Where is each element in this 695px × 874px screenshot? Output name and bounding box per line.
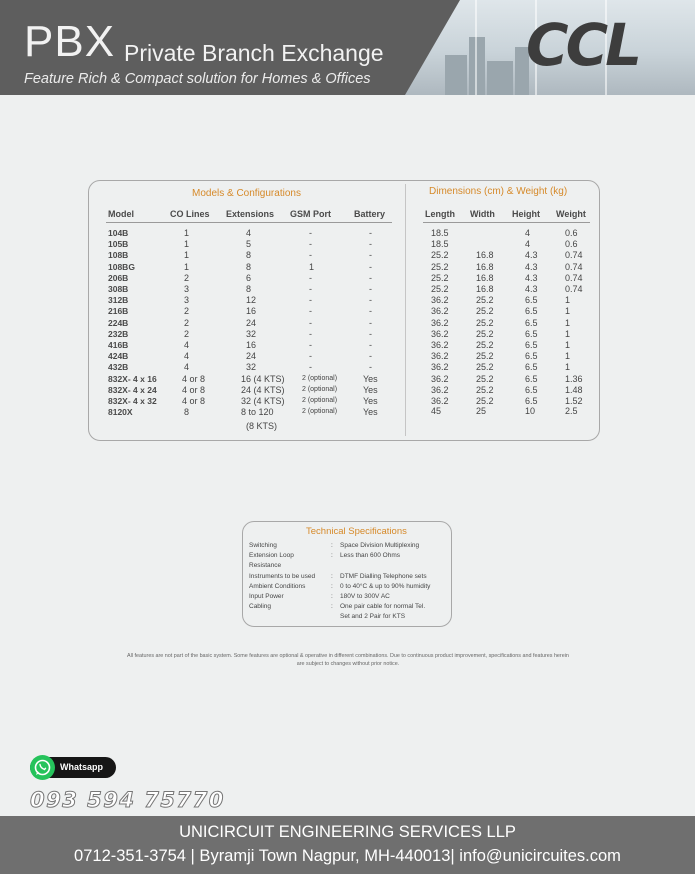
dimension-cell: 25.2 bbox=[476, 396, 494, 406]
model-cell: (8 KTS) bbox=[246, 421, 278, 432]
dimension-cell: 36.2 bbox=[431, 396, 449, 406]
model-cell: - bbox=[309, 284, 312, 294]
dimension-cell: 25.2 bbox=[431, 250, 449, 261]
disclaimer bbox=[58, 652, 638, 669]
company-name: UNICIRCUIT ENGINEERING SERVICES LLP bbox=[179, 823, 516, 841]
dimension-cell: 6.5 bbox=[525, 384, 538, 395]
model-cell: - bbox=[369, 306, 372, 317]
dimension-cell: 0.6 bbox=[565, 239, 578, 250]
dimensions-header-rule bbox=[423, 222, 590, 223]
dimension-cell: 25.2 bbox=[476, 373, 494, 384]
model-cell: 2 (optional) bbox=[302, 408, 338, 416]
model-cell: 8 to 120 bbox=[241, 407, 274, 418]
model-name: 108BG bbox=[108, 261, 135, 272]
whatsapp-label: Whatsapp bbox=[60, 762, 104, 772]
model-cell: 6 bbox=[246, 272, 252, 283]
model-cell: 4 or 8 bbox=[182, 396, 206, 406]
model-name: 832X- 4 x 24 bbox=[108, 384, 157, 395]
spec-value: One pair cable for normal Tel. bbox=[340, 603, 426, 611]
model-cell: 3 bbox=[184, 295, 190, 306]
model-cell: 2 bbox=[184, 272, 190, 283]
dimension-cell: 36.2 bbox=[431, 351, 449, 362]
model-cell: - bbox=[309, 328, 312, 339]
dimension-cell: 25.2 bbox=[476, 340, 494, 350]
dimension-cell: 1 bbox=[565, 362, 571, 373]
model-cell: - bbox=[369, 340, 372, 350]
dimensions-col-header: Width bbox=[470, 209, 495, 219]
dimension-cell: 0.74 bbox=[565, 284, 583, 294]
dimension-cell: 36.2 bbox=[431, 384, 449, 395]
spec-sep: : bbox=[331, 593, 333, 600]
model-name: 432B bbox=[108, 362, 129, 373]
spec-label: Instruments to be used bbox=[249, 572, 316, 580]
model-cell: - bbox=[309, 295, 312, 306]
spec-label: Resistance bbox=[249, 562, 282, 570]
model-cell: 1 bbox=[184, 261, 190, 272]
dimension-cell: 25.2 bbox=[476, 317, 494, 328]
dimension-cell: 0.74 bbox=[565, 261, 583, 272]
dimension-cell: 6.5 bbox=[525, 317, 538, 328]
dimension-cell: 1 bbox=[565, 306, 571, 317]
model-cell: - bbox=[369, 228, 372, 238]
dimension-cell: 18.5 bbox=[431, 239, 449, 250]
dimension-cell: 1 bbox=[565, 351, 571, 362]
model-cell: - bbox=[309, 317, 312, 328]
model-cell: 8 bbox=[246, 284, 252, 294]
model-cell: - bbox=[369, 250, 372, 261]
model-name: 232B bbox=[108, 328, 129, 339]
model-cell: 4 bbox=[184, 340, 190, 350]
dimension-cell: 18.5 bbox=[431, 228, 449, 238]
model-cell: - bbox=[309, 340, 312, 350]
model-cell: Yes bbox=[363, 396, 378, 406]
model-cell: 16 bbox=[246, 340, 257, 350]
dimension-cell: 6.5 bbox=[525, 328, 538, 339]
model-name: 416B bbox=[108, 340, 129, 350]
model-name: 308B bbox=[108, 284, 129, 294]
dimension-cell: 6.5 bbox=[525, 306, 538, 317]
dimensions-col-header: Weight bbox=[556, 209, 586, 219]
dimension-cell: 6.5 bbox=[525, 340, 538, 350]
model-cell: 16 (4 KTS) bbox=[241, 373, 285, 384]
model-cell: 16 bbox=[246, 306, 257, 317]
spec-sep: : bbox=[331, 552, 333, 560]
contact-details: 0712-351-3754 | Byramji Town Nagpur, MH-440013| info@unicircuites.com bbox=[74, 847, 621, 865]
dimension-cell: 36.2 bbox=[431, 362, 449, 373]
dimension-cell: 16.8 bbox=[476, 261, 494, 272]
model-cell: 8 bbox=[246, 250, 252, 261]
spec-value: 0 to 40°C & up to 90% humidity bbox=[340, 582, 431, 590]
spec-value: Space Division Multiplexing bbox=[340, 542, 420, 549]
model-name: 8120X bbox=[108, 407, 133, 418]
dimension-cell: 25.2 bbox=[476, 351, 494, 362]
model-cell: - bbox=[309, 272, 312, 283]
model-cell: - bbox=[309, 362, 312, 373]
model-cell: 5 bbox=[246, 239, 252, 250]
model-cell: 32 bbox=[246, 362, 257, 373]
dimension-cell: 25.2 bbox=[431, 261, 449, 272]
model-cell: 4 bbox=[184, 362, 190, 373]
disclaimer-line: are subject to changes without prior notice. bbox=[296, 661, 400, 668]
dimension-cell: 4.3 bbox=[525, 272, 538, 283]
model-cell: 1 bbox=[309, 261, 315, 272]
model-cell: - bbox=[369, 284, 372, 294]
dimensions-col-header: Length bbox=[425, 209, 455, 219]
page-title: PBX bbox=[24, 17, 116, 66]
header-banner bbox=[0, 0, 695, 95]
dimension-cell: 25 bbox=[476, 406, 487, 417]
dimension-cell: 0.74 bbox=[565, 272, 583, 283]
spec-value: Set and 2 Pair for KTS bbox=[340, 613, 406, 621]
dimension-cell: 6.5 bbox=[525, 373, 538, 384]
model-cell: Yes bbox=[363, 384, 378, 395]
spec-sep: : bbox=[331, 603, 333, 611]
model-name: 832X- 4 x 32 bbox=[108, 396, 157, 406]
models-col-header: GSM Port bbox=[290, 209, 332, 219]
dimension-cell: 4 bbox=[525, 228, 531, 238]
dimension-cell: 2.5 bbox=[565, 406, 578, 417]
dimension-cell: 16.8 bbox=[476, 284, 494, 294]
model-cell: 1 bbox=[184, 250, 190, 261]
dimension-cell: 6.5 bbox=[525, 351, 538, 362]
spec-value: DTMF Dialling Telephone sets bbox=[340, 572, 427, 580]
model-cell: - bbox=[369, 239, 372, 250]
model-cell: Yes bbox=[363, 373, 378, 384]
model-cell: - bbox=[369, 261, 372, 272]
dimension-cell: 0.6 bbox=[565, 228, 578, 238]
models-col-header: CO Lines bbox=[170, 209, 210, 219]
model-cell: 24 bbox=[246, 317, 257, 328]
model-cell: - bbox=[369, 328, 372, 339]
models-table-box bbox=[88, 180, 600, 441]
dimension-cell: 25.2 bbox=[476, 362, 494, 373]
spec-sep: : bbox=[331, 572, 333, 580]
disclaimer-line: All features are not part of the basic system. Some features are optional & operative in different combinations. Due to continuous product improvement, specifications and features herein bbox=[127, 653, 569, 659]
model-cell: 32 bbox=[246, 328, 257, 339]
model-cell: 2 bbox=[184, 317, 190, 328]
dimension-cell: 0.74 bbox=[565, 250, 583, 261]
dimension-cell: 1.36 bbox=[565, 373, 583, 384]
dimension-cell: 4.3 bbox=[525, 261, 538, 272]
dimension-cell: 1 bbox=[565, 295, 571, 306]
model-cell: - bbox=[309, 228, 312, 238]
dimension-cell: 1 bbox=[565, 340, 571, 350]
model-name: 224B bbox=[108, 317, 129, 328]
model-cell: 3 bbox=[184, 284, 190, 294]
dimension-cell: 45 bbox=[431, 406, 442, 417]
spec-label: Input Power bbox=[249, 593, 284, 600]
model-name: 108B bbox=[108, 250, 129, 261]
spec-label: Ambient Conditions bbox=[249, 582, 306, 590]
spec-sep: : bbox=[331, 542, 333, 549]
dimension-cell: 1.48 bbox=[565, 384, 583, 395]
model-name: 104B bbox=[108, 228, 129, 238]
model-cell: 32 (4 KTS) bbox=[241, 396, 285, 406]
dimension-cell: 6.5 bbox=[525, 396, 538, 406]
model-cell: - bbox=[309, 239, 312, 250]
model-cell: 4 or 8 bbox=[182, 384, 206, 395]
model-cell: 1 bbox=[184, 228, 190, 238]
model-cell: 1 bbox=[184, 239, 190, 250]
model-cell: 24 (4 KTS) bbox=[241, 384, 285, 395]
whatsapp-icon[interactable] bbox=[30, 755, 55, 780]
spec-value: Less than 600 Ohms bbox=[340, 552, 400, 560]
dimension-cell: 16.8 bbox=[476, 250, 494, 261]
tech-specs-title: Technical Specifications bbox=[306, 526, 407, 537]
model-name: 216B bbox=[108, 306, 129, 317]
model-name: 206B bbox=[108, 272, 129, 283]
model-cell: - bbox=[309, 306, 312, 317]
dimension-cell: 36.2 bbox=[431, 317, 449, 328]
dimension-cell: 16.8 bbox=[476, 272, 494, 283]
spec-label: Switching bbox=[249, 542, 277, 549]
models-col-header: Extensions bbox=[226, 209, 275, 219]
model-cell: - bbox=[369, 295, 372, 306]
models-col-header: Model bbox=[108, 209, 134, 219]
model-cell: - bbox=[309, 351, 312, 362]
model-cell: - bbox=[309, 250, 312, 261]
model-cell: 4 bbox=[246, 228, 252, 238]
models-header-rule bbox=[106, 222, 392, 223]
model-cell: 2 (optional) bbox=[302, 374, 338, 382]
models-title: Models & Configurations bbox=[192, 188, 301, 199]
dimension-cell: 25.2 bbox=[431, 272, 449, 283]
dimension-cell: 25.2 bbox=[476, 328, 494, 339]
spec-label: Cabling bbox=[249, 603, 272, 611]
models-col-header: Battery bbox=[354, 209, 386, 219]
model-cell: 2 bbox=[184, 328, 190, 339]
spec-sep: : bbox=[331, 582, 333, 590]
dimension-cell: 36.2 bbox=[431, 340, 449, 350]
dimension-cell: 25.2 bbox=[431, 284, 449, 294]
model-name: 312B bbox=[108, 295, 129, 306]
model-cell: 4 bbox=[184, 351, 190, 362]
model-cell: 8 bbox=[184, 407, 190, 418]
ccl-logo: CCL bbox=[526, 11, 640, 79]
dimension-cell: 6.5 bbox=[525, 362, 538, 373]
dimension-cell: 25.2 bbox=[476, 295, 494, 306]
dimension-cell: 1 bbox=[565, 317, 571, 328]
page-subtitle: Private Branch Exchange bbox=[124, 40, 384, 66]
dimension-cell: 36.2 bbox=[431, 306, 449, 317]
model-cell: 4 or 8 bbox=[182, 373, 206, 384]
dimension-cell: 1.52 bbox=[565, 396, 583, 406]
dimension-cell: 4.3 bbox=[525, 284, 538, 294]
dimensions-title: Dimensions (cm) & Weight (kg) bbox=[429, 186, 568, 197]
dimension-cell: 1 bbox=[565, 328, 571, 339]
model-cell: - bbox=[369, 362, 372, 373]
dimension-cell: 4.3 bbox=[525, 250, 538, 261]
table-divider bbox=[405, 184, 406, 436]
dimension-cell: 10 bbox=[525, 406, 536, 417]
model-cell: 12 bbox=[246, 295, 257, 306]
model-cell: - bbox=[369, 317, 372, 328]
model-cell: Yes bbox=[363, 407, 378, 418]
spec-value: 180V to 300V AC bbox=[340, 593, 390, 600]
dimension-cell: 36.2 bbox=[431, 373, 449, 384]
dimension-cell: 6.5 bbox=[525, 295, 538, 306]
model-cell: - bbox=[369, 351, 372, 362]
dimension-cell: 4 bbox=[525, 239, 531, 250]
dimension-cell: 36.2 bbox=[431, 295, 449, 306]
model-cell: 2 (optional) bbox=[302, 385, 338, 393]
dimension-cell: 25.2 bbox=[476, 306, 494, 317]
model-name: 424B bbox=[108, 351, 129, 362]
dimension-cell: 25.2 bbox=[476, 384, 494, 395]
model-cell: 2 bbox=[184, 306, 190, 317]
model-name: 105B bbox=[108, 239, 129, 250]
tagline: Feature Rich & Compact solution for Homes & Offices bbox=[24, 71, 371, 87]
model-cell: 8 bbox=[246, 261, 252, 272]
dimensions-col-header: Height bbox=[512, 209, 540, 219]
model-name: 832X- 4 x 16 bbox=[108, 373, 157, 384]
phone-number[interactable]: 093 594 75770 bbox=[30, 788, 225, 812]
model-cell: 24 bbox=[246, 351, 257, 362]
spec-label: Extension Loop bbox=[249, 552, 294, 560]
model-cell: 2 (optional) bbox=[302, 397, 338, 404]
model-cell: - bbox=[369, 272, 372, 283]
dimension-cell: 36.2 bbox=[431, 328, 449, 339]
